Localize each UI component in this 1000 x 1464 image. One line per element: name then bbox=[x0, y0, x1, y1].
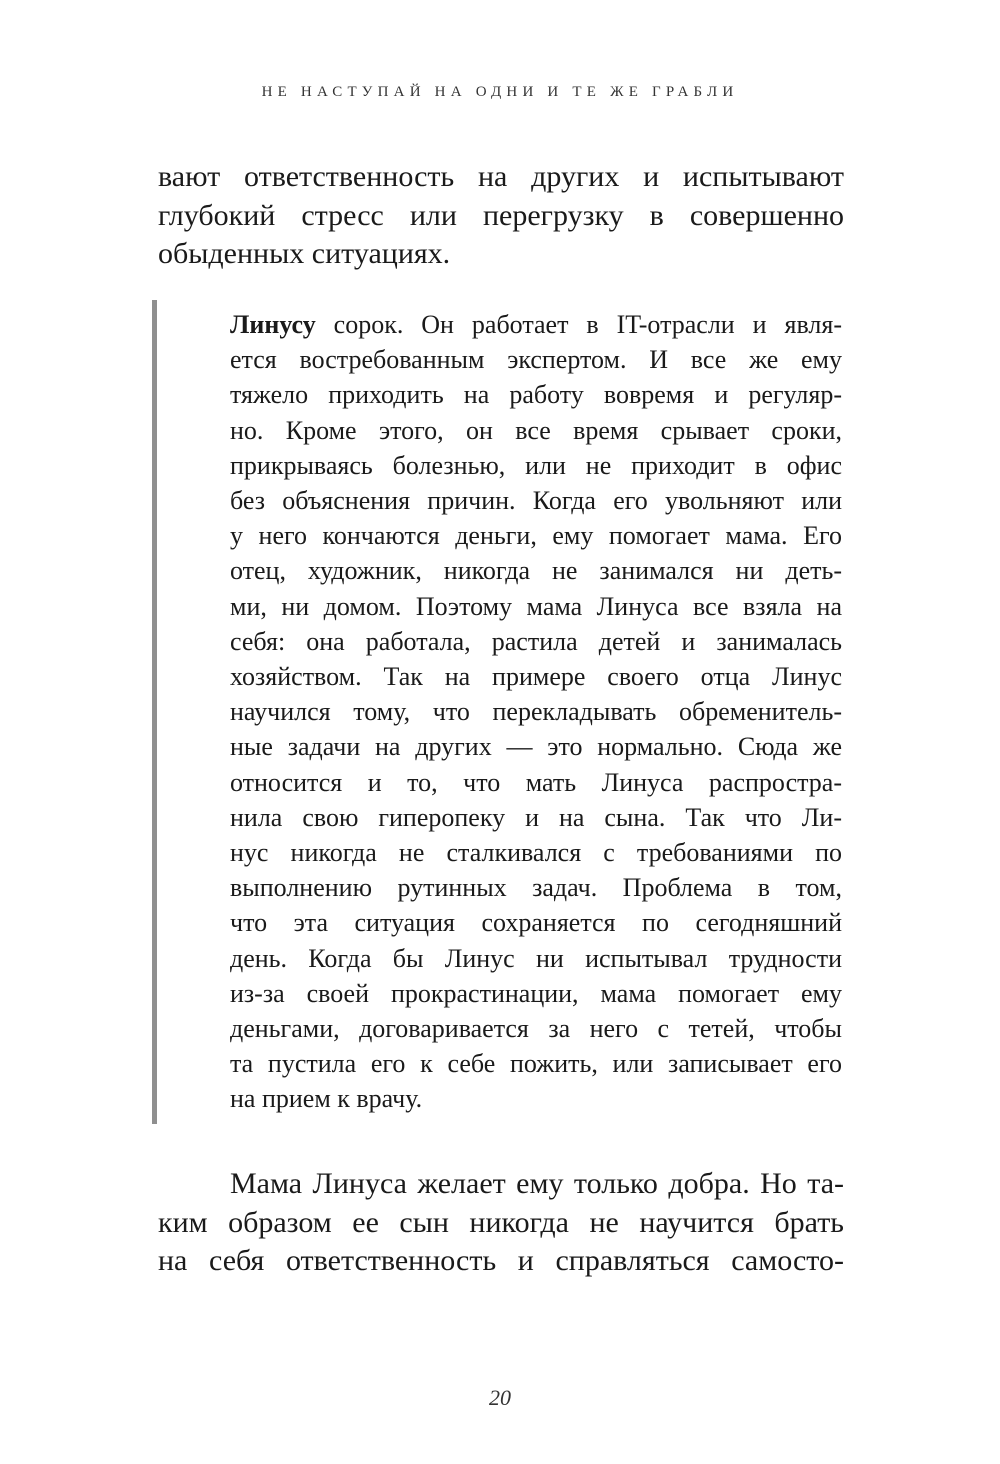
case-study-line: себя: она работала, растила детей и занималась bbox=[230, 626, 842, 656]
case-study-line: нила свою гиперопеку и на сына. Так что Ли- bbox=[230, 802, 842, 832]
running-head: НЕ НАСТУПАЙ НА ОДНИ И ТЕ ЖЕ ГРАБЛИ bbox=[261, 84, 739, 100]
case-study-line: ные задачи на других — это нормально. Сюда же bbox=[230, 732, 842, 762]
case-study-line: но. Кроме этого, он все время срывает сроки, bbox=[230, 415, 842, 445]
case-study-name: Линусу bbox=[230, 310, 316, 339]
case-study-line: отец, художник, никогда не занимался ни деть- bbox=[230, 556, 842, 586]
case-study-line: день. Когда бы Линус ни испытывал трудности bbox=[230, 943, 842, 973]
case-study-line: научился тому, что перекладывать обременитель- bbox=[230, 697, 842, 727]
case-study-line bbox=[230, 307, 842, 342]
case-study-line: из-за своей прокрастинации, мама помогает ему bbox=[230, 978, 842, 1008]
case-study-line: нус никогда не сталкивался с требованиями по bbox=[230, 838, 842, 868]
case-study-block bbox=[230, 307, 842, 1117]
intro-line: вают ответственность на других и испытывают bbox=[158, 160, 844, 193]
case-study-line: хозяйством. Так на примере своего отца Линус bbox=[230, 662, 842, 692]
case-study-line: относится и то, что мать Линуса распростра- bbox=[230, 767, 842, 797]
case-study-line: прикрываясь болезнью, или не приходит в офис bbox=[230, 450, 842, 480]
page-number: 20 bbox=[489, 1385, 511, 1410]
case-study-line: та пустила его к себе пожить, или записывает его bbox=[230, 1049, 842, 1079]
case-study-line: ми, ни домом. Поэтому мама Линуса все взяла на bbox=[230, 591, 842, 621]
outro-line: Мама Линуса желает ему только добра. Но та- bbox=[230, 1167, 844, 1200]
intro-line: глубокий стресс или перегрузку в совершенно bbox=[158, 198, 844, 232]
case-study-line: выполнению рутинных задач. Проблема в том, bbox=[230, 873, 842, 903]
intro-line: обыденных ситуациях. bbox=[158, 237, 451, 270]
case-study-first-line-text: сорок. Он работает в IT-отрасли и явля- bbox=[315, 310, 842, 339]
intro-paragraph bbox=[158, 158, 844, 274]
case-study-line: деньгами, договаривается за него с тетей, чтобы bbox=[230, 1014, 842, 1044]
case-study-line: на прием к врачу. bbox=[230, 1084, 423, 1114]
case-study-line: что эта ситуация сохраняется по сегодняшний bbox=[230, 908, 842, 938]
outro-line: ким образом ее сын никогда не научится брать bbox=[158, 1205, 844, 1239]
outro-paragraph bbox=[158, 1165, 844, 1281]
case-study-line: тяжело приходить на работу вовремя и регуляр- bbox=[230, 380, 842, 410]
case-study-line: ется востребованным экспертом. И все же ему bbox=[230, 345, 842, 375]
outro-line: на себя ответственность и справляться самосто- bbox=[158, 1244, 844, 1277]
case-study-bar bbox=[152, 300, 157, 1124]
case-study-line: у него кончаются деньги, ему помогает мама. Его bbox=[230, 521, 842, 551]
case-study-line: без объяснения причин. Когда его увольняют или bbox=[230, 486, 842, 516]
